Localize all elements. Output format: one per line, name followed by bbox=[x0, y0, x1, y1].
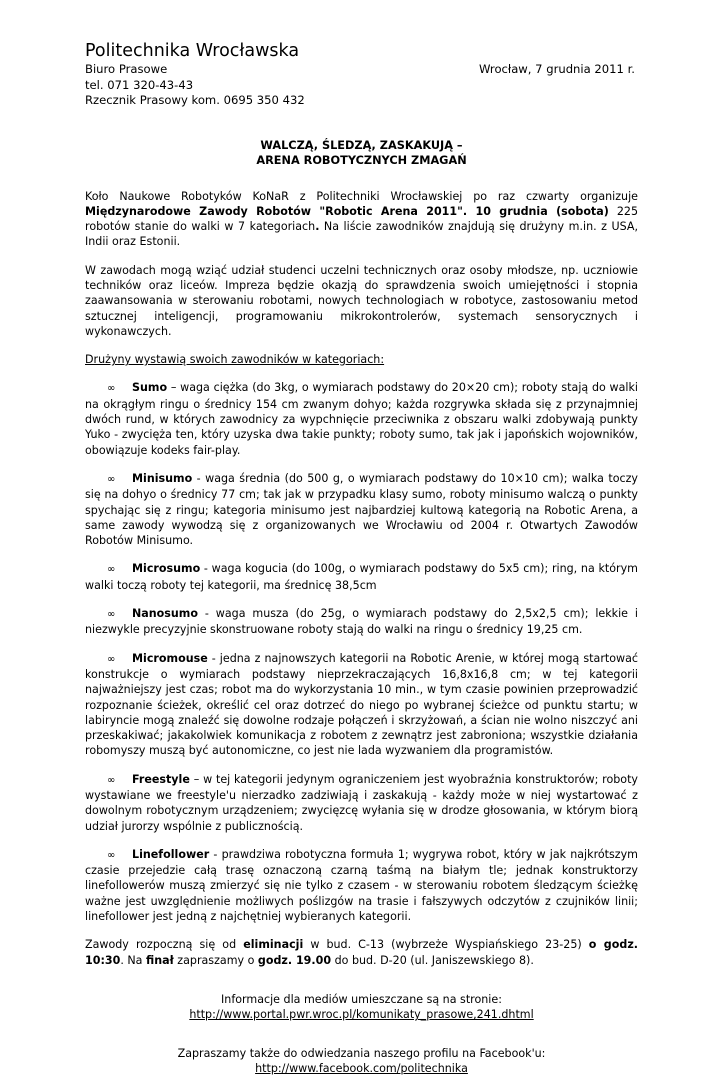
category-name: Minisumo bbox=[132, 471, 193, 485]
headline-line-2: ARENA ROBOTYCZNYCH ZMAGAŃ bbox=[256, 153, 467, 167]
category-description: - waga kogucia (do 100g, o wymiarach podstawy do 5x5 cm); ring, na którym walki toczą roboty tej kategorii, ma średnicę 38,5cm bbox=[85, 562, 638, 592]
media-info-link[interactable]: http://www.portal.pwr.wroc.pl/komunikaty_prasowe,241.dhtml bbox=[189, 1008, 534, 1022]
schedule-text: do bud. D-20 (ul. Janiszewskiego 8). bbox=[331, 953, 534, 967]
category-item bbox=[85, 606, 638, 638]
categories-lead: Drużyny wystawią swoich zawodników w kategoriach: bbox=[85, 353, 385, 367]
schedule-bold: eliminacji bbox=[243, 938, 304, 952]
category-name: Nanosumo bbox=[132, 607, 198, 621]
intro-text: 225 robotów stanie do walki w 7 kategoriach bbox=[85, 204, 638, 234]
category-name: Micromouse bbox=[132, 651, 208, 665]
media-info bbox=[85, 992, 638, 1023]
category-description: – w tej kategorii jedynym ograniczeniem jest wyobraźnia konstruktorów; roboty wystawiane we freestyle'u nierzadko zadziwiają i zaskakują - każdy może w niej wystartować z dowolnym robotycznym urządzeniem; zwycięzcę wyłania się w drodze głosowania, w którym biorą udział jurorzy wspólnie z publicznością. bbox=[85, 772, 638, 833]
schedule-text: zapraszamy o bbox=[173, 953, 258, 967]
intro-text: Koło Naukowe Robotyków KoNaR z Politechniki Wrocławskiej po raz czwarty organizuje bbox=[85, 189, 638, 203]
category-description: - jedna z najnowszych kategorii na Robotic Arenie, w której mogą startować konstrukcje o wymiarach podstawy nieprzekraczających 16,8x16,8 cm; w tej kategorii najważniejszy jest czas; robot ma do wykorzystania 10 min., w tym czasie powinien przeprowadzić rozpoznanie ścieżek, określić cel oraz dotrzeć do niego po wybranej ścieżce od punktu startu; w labiryncie mogą znaleźć się dowolne rodzaje połączeń i skrzyżowań, a ścian nie wolno niszczyć ani przeskakiwać; jakakolwiek komunikacja z robotem z zewnątrz jest zabroniona; wszystkie działania robomyszy muszą być autonomiczne, co jest nie lada wyzwaniem dla programistów. bbox=[85, 651, 638, 758]
intro-text: Na liście zawodników znajdują się drużyny m.in. z USA, Indii oraz Estonii. bbox=[85, 220, 638, 249]
press-header bbox=[85, 62, 638, 109]
infinity-bullet-icon: ∞ bbox=[107, 564, 116, 576]
intro-event-bold: Międzynarodowe Zawody Robotów "Robotic Arena 2011". 10 grudnia (sobota) bbox=[85, 204, 609, 218]
categories-list bbox=[85, 380, 638, 924]
infinity-bullet-icon: ∞ bbox=[107, 653, 116, 665]
category-name: Sumo bbox=[132, 381, 168, 395]
press-office: Biuro Prasowe bbox=[85, 62, 168, 76]
category-description: - waga średnia (do 500 g, o wymiarach podstawy do 10×10 cm); walka toczy się na dohyo o średnicy 77 cm; tak jak w przypadku klasy sumo, roboty minisumo walczą o punkty spychając się z ringu; kategoria minisumo jest najbardziej kultową kategorią na Robotic Arena, a same zawody wywodzą się z organizowanych we Wrocławiu od 2004 r. Otwartych Zawodów Robotów Minisumo. bbox=[85, 471, 638, 548]
schedule-text: Zawody rozpoczną się od bbox=[85, 938, 244, 952]
infinity-bullet-icon: ∞ bbox=[107, 383, 116, 395]
schedule-text: . Na bbox=[120, 953, 147, 967]
category-item bbox=[85, 847, 638, 924]
category-name: Linefollower bbox=[132, 847, 210, 861]
infinity-bullet-icon: ∞ bbox=[107, 473, 116, 485]
spokesman-contact: Rzecznik Prasowy kom. 0695 350 432 bbox=[85, 93, 305, 107]
schedule-bold: o godz. 10:30 bbox=[85, 938, 638, 967]
facebook-info-text: Zapraszamy także do odwiedzania naszego profilu na Facebook'u: bbox=[177, 1046, 546, 1060]
release-date: Wrocław, 7 grudnia 2011 r. bbox=[478, 62, 635, 76]
headline-line-1: WALCZĄ, ŚLEDZĄ, ZASKAKUJĄ – bbox=[260, 138, 463, 152]
intro-paragraph bbox=[85, 189, 638, 250]
infinity-bullet-icon: ∞ bbox=[107, 609, 116, 621]
infinity-bullet-icon: ∞ bbox=[107, 774, 116, 786]
schedule-bold: finał bbox=[146, 953, 174, 967]
schedule-text: w bud. C-13 (wybrzeże Wyspiańskiego 23-25) bbox=[303, 938, 589, 952]
category-description: – waga ciężka (do 3kg, o wymiarach podstawy do 20×20 cm); roboty stają do walki na okrągłym ringu o średnicy 154 cm zwanym dohyo; każda rozgrywka składa się z przynajmniej dwóch rund, w których zawodnicy za wypchnięcie przeciwnika z obszaru walki zdobywają punkty Yuko - zwycięża ten, który uzyska dwa takie punkty; roboty sumo, tak jak i japońskich wojowników, obowiązuje kodeks fair-play. bbox=[85, 381, 638, 457]
facebook-info bbox=[85, 1046, 638, 1076]
category-item bbox=[85, 772, 638, 834]
category-item bbox=[85, 471, 638, 548]
schedule-bold: godz. 19.00 bbox=[257, 953, 332, 967]
category-description: - prawdziwa robotyczna formuła 1; wygrywa robot, który w jak najkrótszym czasie przejedzie całą trasę oznaczoną czarną taśmą na białym tle; jednak konstruktorzy linefollowerów muszą zmierzyć się nie tylko z czasem - w sterowaniu robotem śledzącym ścieżkę ważne jest uwzględnienie możliwych poślizgów na trasie i fałszywych odczytów z czujników linii; linefollower jest jedną z najchętniej wybieranych kategorii. bbox=[85, 847, 638, 924]
category-item bbox=[85, 561, 638, 593]
participants-paragraph: W zawodach mogą wziąć udział studenci uczelni technicznych oraz osoby młodsze, np. uczniowie techników oraz liceów. Impreza będzie okazją do sprawdzenia swoich umiejętności i stopnia zaawansowania w sterowaniu robotami, nowych technologiach w robotyce, zastosowaniu metod sztucznej inteligencji, programowaniu mikrokontrolerów, systemach sensorycznych i wykonawczych. bbox=[85, 263, 638, 338]
organization-name: Politechnika Wrocławska bbox=[85, 41, 300, 61]
press-phone: tel. 071 320-43-43 bbox=[85, 77, 194, 92]
press-release bbox=[85, 40, 638, 1076]
category-name: Microsumo bbox=[132, 562, 201, 576]
category-item bbox=[85, 651, 638, 759]
headline bbox=[85, 138, 638, 168]
facebook-link[interactable]: http://www.facebook.com/politechnika bbox=[255, 1061, 468, 1075]
category-description: - waga musza (do 25g, o wymiarach podstawy do 2,5x2,5 cm); lekkie i niezwykle precyzyjnie skonstruowane roboty stają do walki na ringu o średnicy 19,25 cm. bbox=[85, 607, 638, 637]
infinity-bullet-icon: ∞ bbox=[107, 849, 116, 861]
schedule-paragraph bbox=[85, 937, 638, 968]
category-name: Freestyle bbox=[132, 772, 190, 786]
category-item bbox=[85, 380, 638, 457]
intro-bold-dot: . bbox=[315, 220, 320, 234]
media-info-text: Informacje dla mediów umieszczane są na stronie: bbox=[221, 992, 502, 1006]
